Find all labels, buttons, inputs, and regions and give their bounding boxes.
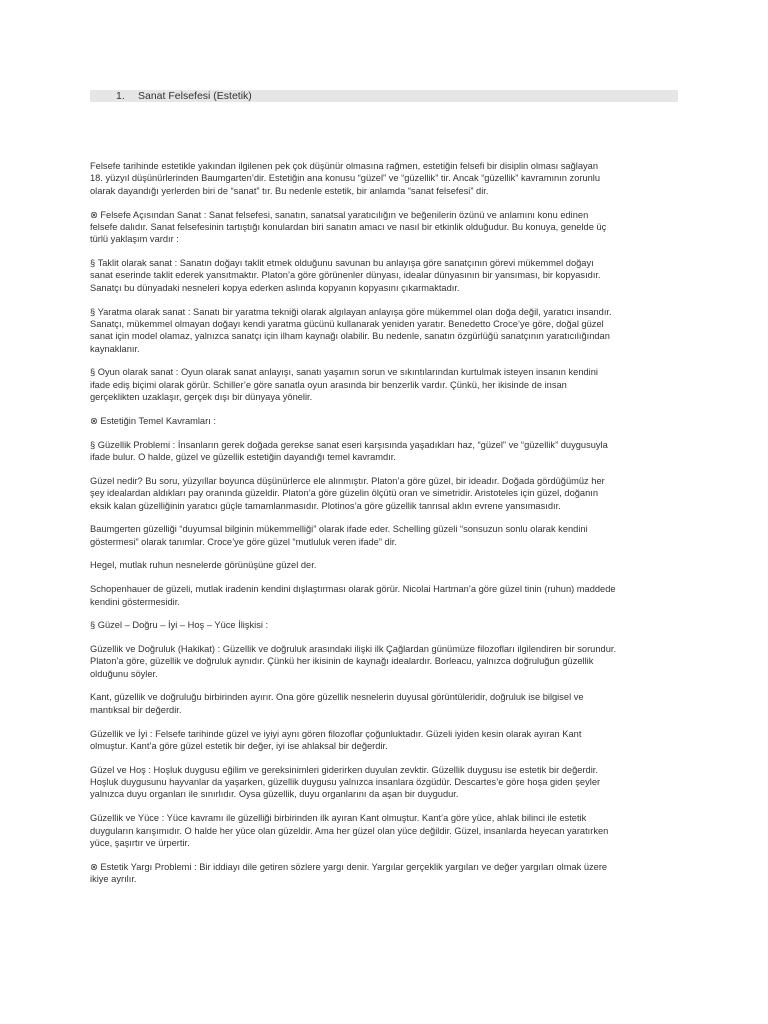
paragraph-baumgerten: Baumgerten güzelliği “duyumsal bilginin mükemmelliği” olarak ifade eder. Schelling güzeli “sonsuzun sonlu olarak kendini göstermesi” olarak tanımlar. Croce’ye göre güzel “mutluluk veren ifade” dir. xyxy=(90,524,588,547)
paragraph-temel-kavramlar: ⊗ Estetiğin Temel Kavramları : xyxy=(90,415,216,426)
body-text xyxy=(90,160,680,897)
paragraph-felsefe-acisindan-sanat: ⊗ Felsefe Açısından Sanat : Sanat felsefesi, sanatın, sanatsal yaratıcılığın ve beğenilerin özünü ve anlamını konu edinen felsefe dalıdır. Sanat felsefesinin tartıştığı konulardan biri sanatın amacı ve nasıl bir etkinlik olduğudur. Bu konuya, genelde üç türlü yaklaşım vardır : xyxy=(90,209,607,245)
paragraph-estetik-yargi: ⊗ Estetik Yargı Problemi : Bir iddiayı dile getiren sözlere yargı denir. Yargılar gerçeklik yargıları ve değer yargıları olmak üzere ikiye ayrılır. xyxy=(90,861,608,885)
section-number: 1. xyxy=(116,90,125,102)
paragraph-taklit-olarak-sanat: § Taklit olarak sanat : Sanatın doğayı taklit etmek olduğunu savunan bu anlayışa göre sanatçının görevi mükemmel doğayı sanat eserinde taklit ederek yansıtmaktır. Platon’a göre görünenler dünyası, idealar dünyasının bir yansıması, bir kopyasıdır. Sanatçı bu dünyadaki nesneleri kopya ederken aslında kopyanın kopyasını çıkarmaktadır. xyxy=(90,258,601,293)
paragraph-schopenhauer: Schopenhauer de güzeli, mutlak iradenin kendini dışlaştırması olarak görür. Nicolai Hartman’a göre güzel tinin (ruhun) maddede kendini göstermesidir. xyxy=(90,584,616,607)
paragraph-guzellik-dogruluk: Güzellik ve Doğruluk (Hakikat) : Güzellik ve doğruluk arasındaki ilişki ilk Çağlardan günümüze filozofları ilgilendiren bir sorundur. Platon’a göre, güzellik ve doğruluk aynıdır. Çünkü her ikisinin de kaynağı idealardır. Borleacu, yalnızca doğruluğun güzellik olduğunu söyler. xyxy=(90,643,617,679)
section-title: Sanat Felsefesi (Estetik) xyxy=(138,90,252,102)
paragraph-intro: Felsefe tarihinde estetikle yakından ilgilenen pek çok düşünür olmasına rağmen, estetiğin felsefi bir disiplin olması sağlayan 18. yüzyıl düşünürlerinden Baumgarten’dir. Estetiğin ana konusu “güzel” ve “güzellik” tir. Ancak “güzellik” kavramının zorunlu olarak dayandığı yerlerden biri de “sanat” tır. Bu nedenle estetik, bir anlamda “sanat felsefesi” dir. xyxy=(90,161,601,196)
paragraph-oyun-olarak-sanat: § Oyun olarak sanat : Oyun olarak sanat anlayışı, sanatı yaşamın sorun ve sıkıntılarından kurtulmak isteyen insanın kendini ifade ediş biçimi olarak görür. Schiller’e göre sanatla oyun arasında bir benzerlik vardır. Çünkü, her ikisinde de insan gerçeklikten uzaklaşır, gerçek dışı bir dünyaya yönelir. xyxy=(90,367,598,403)
paragraph-yaratma-olarak-sanat: § Yaratma olarak sanat : Sanatı bir yaratma tekniği olarak algılayan anlayışa göre mükemmel olan doğa değil, yaratıcı insandır. Sanatçı, mükemmel olmayan doğayı kendi yaratma gücünü kullanarak yeniden yaratır. Benedetto Croce’ye göre, doğal güzel sanat için model olamaz, yalnızca sanatçı için ilham kaynağı olabilir. Bu nedenle, sanatın özgürlüğü sanatçının yaratıcılığından kaynaklanır. xyxy=(90,306,612,354)
paragraph-kant-dogruluk: Kant, güzellik ve doğruluğu birbirinden ayırır. Ona göre güzellik nesnelerin duyusal görüntüleridir, doğruluk ise bilgisel ve mantıksal bir değerdir. xyxy=(90,692,584,715)
section-heading xyxy=(116,89,252,103)
paragraph-guzellik-problemi: § Güzellik Problemi : İnsanların gerek doğada gerekse sanat eseri karşısında yaşadıkları haz, “güzel” ve “güzellik” duygusuyla ifade bulur. O halde, güzel ve güzellik estetiğin dayandığı temel kavramdır. xyxy=(90,439,608,463)
paragraph-iliski-heading: § Güzel – Doğru – İyi – Hoş – Yüce İlişkisi : xyxy=(90,620,269,631)
paragraph-guzellik-iyi: Güzellik ve İyi : Felsefe tarihinde güzel ve iyiyi aynı gören filozoflar çoğunluktadır. Güzeli iyiden kesin olarak ayıran Kant olmuştur. Kant’a göre güzel estetik bir değer, iyi ise ahlaksal bir değerdir. xyxy=(90,728,582,751)
paragraph-hegel: Hegel, mutlak ruhun nesnelerde görünüşüne güzel der. xyxy=(90,560,317,571)
paragraph-guzellik-yuce: Güzellik ve Yüce : Yüce kavramı ile güzelliği birbirinden ilk ayıran Kant olmuştur. Kant’a göre yüce, ahlak bilinci ile estetik duyguların karışımıdır. O halde her yüce olan güzeldir. Ama her güzel olan yüce değildir. Güzel, insanlarda heyecan yaratırken yüce, şaşırtır ve ürpertir. xyxy=(90,813,609,848)
paragraph-guzel-hos: Güzel ve Hoş : Hoşluk duygusu eğilim ve gereksinimleri giderirken duyulan zevktir. Güzellik duygusu ise estetik bir değerdir. Hoşluk duygusunu hayvanlar da yaşarken, güzellik duygusu yalnızca insanlara özgüdür. Descartes’e göre hoşa giden şeyler yalnızca duyu organları ile sınırlıdır. Oysa güzellik, duyu organlarını da aşan bir duygudur. xyxy=(90,764,601,800)
paragraph-guzel-nedir: Güzel nedir? Bu soru, yüzyıllar boyunca düşünürlerce ele alınmıştır. Platon’a göre güzel, bir ideadır. Doğada gördüğümüz her şey idealardan aldıkları pay oranında güzeldir. Platon’a göre güzelin ölçütü oran ve simetridir. Aristoteles için güzel, doğanın eksik kalan güzelliğinin yaratıcı güçle tamamlanmasıdır. Plotinos’a göre güzellik tanrısal aklın evrene yansımasıdır. xyxy=(90,475,605,511)
